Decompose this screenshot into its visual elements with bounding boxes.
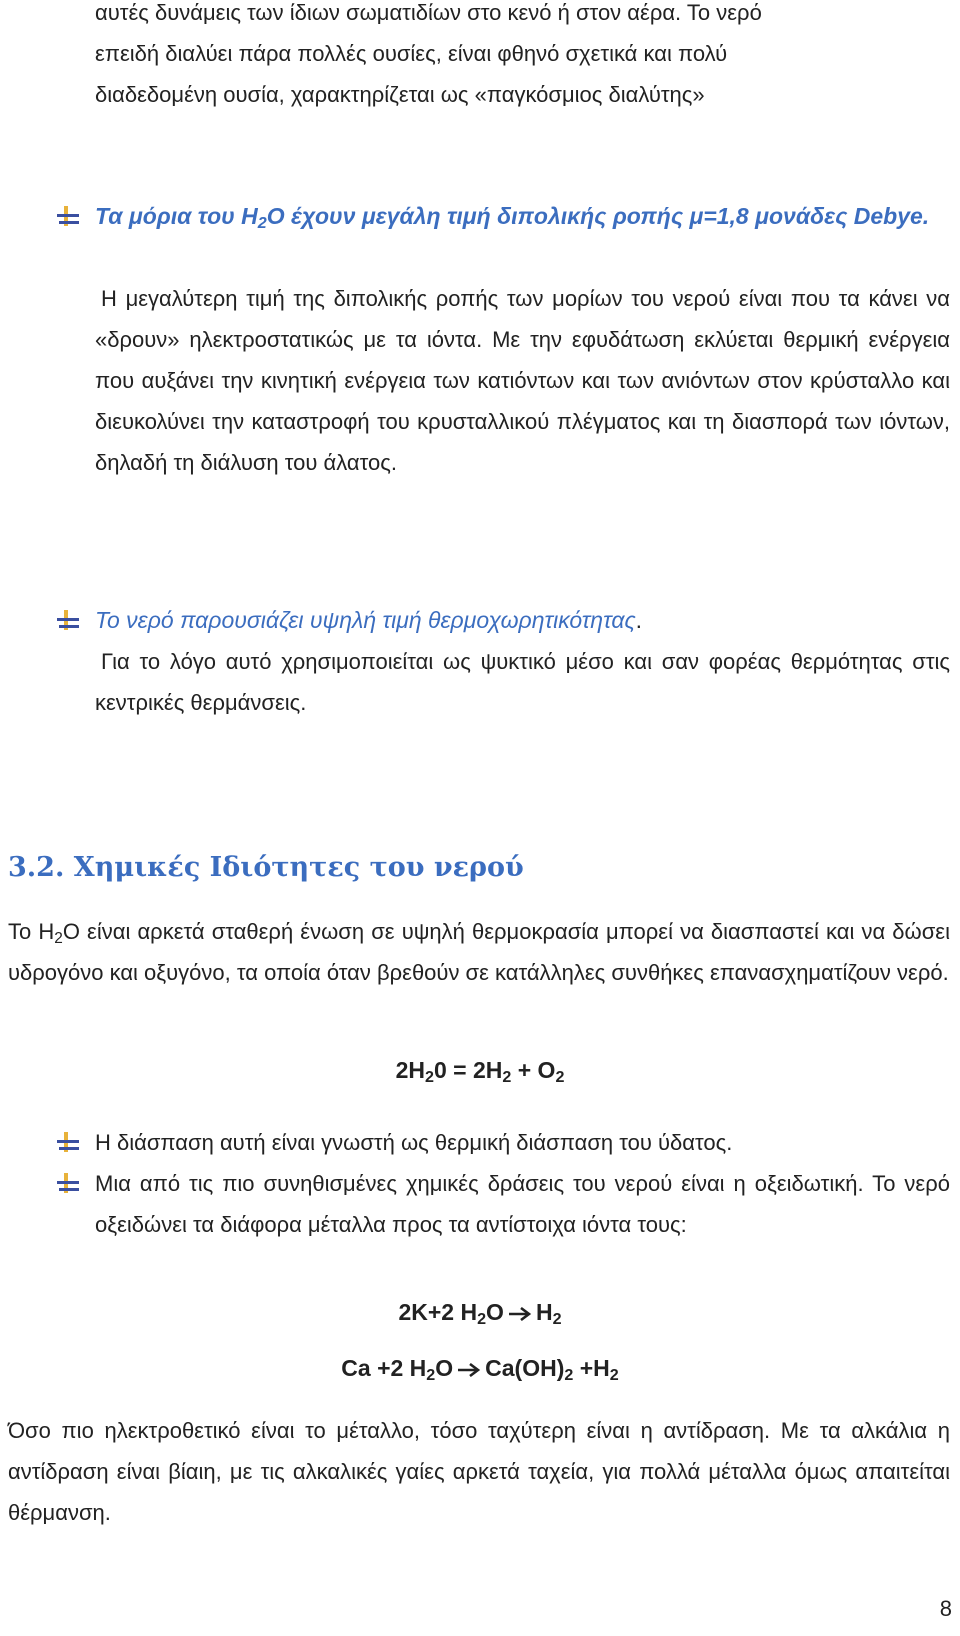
bullet-1-body: Η μεγαλύτερη τιμή της διπολικής ροπής των μορίων του νερού είναι που τα κάνει να «δρουν» ηλεκτροστατικώς με τα ιόντα. Με την εφυδάτωση εκλύεται θερμική ενέργεια που αυξάνει την κινητική ενέργεια των κατιόντων και των ανιόντων στον κρύσταλλο και διευκολύνει την καταστροφή του κρυσταλλικού πλέγματος και τη διασπορά των ιόντων, δηλαδή τη διάλυση του άλατος. [95, 286, 950, 475]
arrow-right-icon [457, 1363, 481, 1377]
equation-thermal-decomposition: $2H_20 = 2H_2 + O_2$ [395, 1057, 565, 1087]
bullet-3-text: Η διάσπαση αυτή είναι γνωστή ως θερμική διάσπαση του ύδατος. [95, 1130, 733, 1155]
bullet-4-text: Μια από τις πιο συνηθισμένες χημικές δράσεις του νερού είναι η οξειδωτική. Το νερό οξειδώνει τα διάφορα μέταλλα προς τα αντίστοιχα ιόντα τους: [95, 1171, 950, 1237]
page-number: 8 [939, 1596, 952, 1621]
equation-potassium: 2K+2 $H_2O$ $H_2$ [398, 1299, 562, 1329]
intro-line-3: διαδεδομένη ουσία, χαρακτηρίζεται ως «παγκόσμιος διαλύτης» [95, 82, 705, 107]
bullet-marker-icon [55, 1172, 81, 1194]
section-heading: 3.2. Χημικές Ιδιότητες του νερού [8, 852, 524, 883]
bullet-marker-icon [55, 609, 81, 631]
bullet-1-heading: Τα μόρια του $H_2O$ έχουν μεγάλη τιμή διπολικής ροπής μ=1,8 μονάδες Debye. [95, 203, 930, 233]
bullet-2-heading: Το νερό παρουσιάζει υψηλή τιμή θερμοχωρητικότητας. [95, 607, 643, 633]
bullet-2-body: Για το λόγο αυτό χρησιμοποιείται ως ψυκτικό μέσο και σαν φορέας θερμότητας στις κεντρικές θερμάνσεις. [95, 649, 950, 715]
intro-line-1: αυτές δυνάμεις των ίδιων σωματιδίων στο κενό ή στον αέρα. Το νερό [95, 0, 762, 25]
bullet-marker-icon [55, 1131, 81, 1153]
paragraph-reactivity: Όσο πιο ηλεκτροθετικό είναι το μέταλλο, τόσο ταχύτερη είναι η αντίδραση. Με τα αλκάλια η αντίδραση είναι βίαιη, με τις αλκαλικές γαίες αρκετά ταχεία, για πολλά μέταλλα όμως απαιτείται θέρμανση. [8, 1418, 950, 1525]
equation-calcium: Ca +2 $H_2O$ $Ca(OH)_2 +H_2$ [341, 1355, 619, 1385]
arrow-right-icon [508, 1307, 532, 1321]
intro-line-2: επειδή διαλύει πάρα πολλές ουσίες, είναι φθηνό σχετικά και πολύ [95, 41, 728, 66]
bullet-marker-icon [55, 205, 81, 227]
paragraph-decomposition: Το $H_2O$ είναι αρκετά σταθερή ένωση σε υψηλή θερμοκρασία μπορεί να διασπαστεί και να δώσει υδρογόνο και οξυγόνο, τα οποία όταν βρεθούν σε κατάλληλες συνθήκες επανασχηματίζουν νερό. [8, 919, 950, 985]
